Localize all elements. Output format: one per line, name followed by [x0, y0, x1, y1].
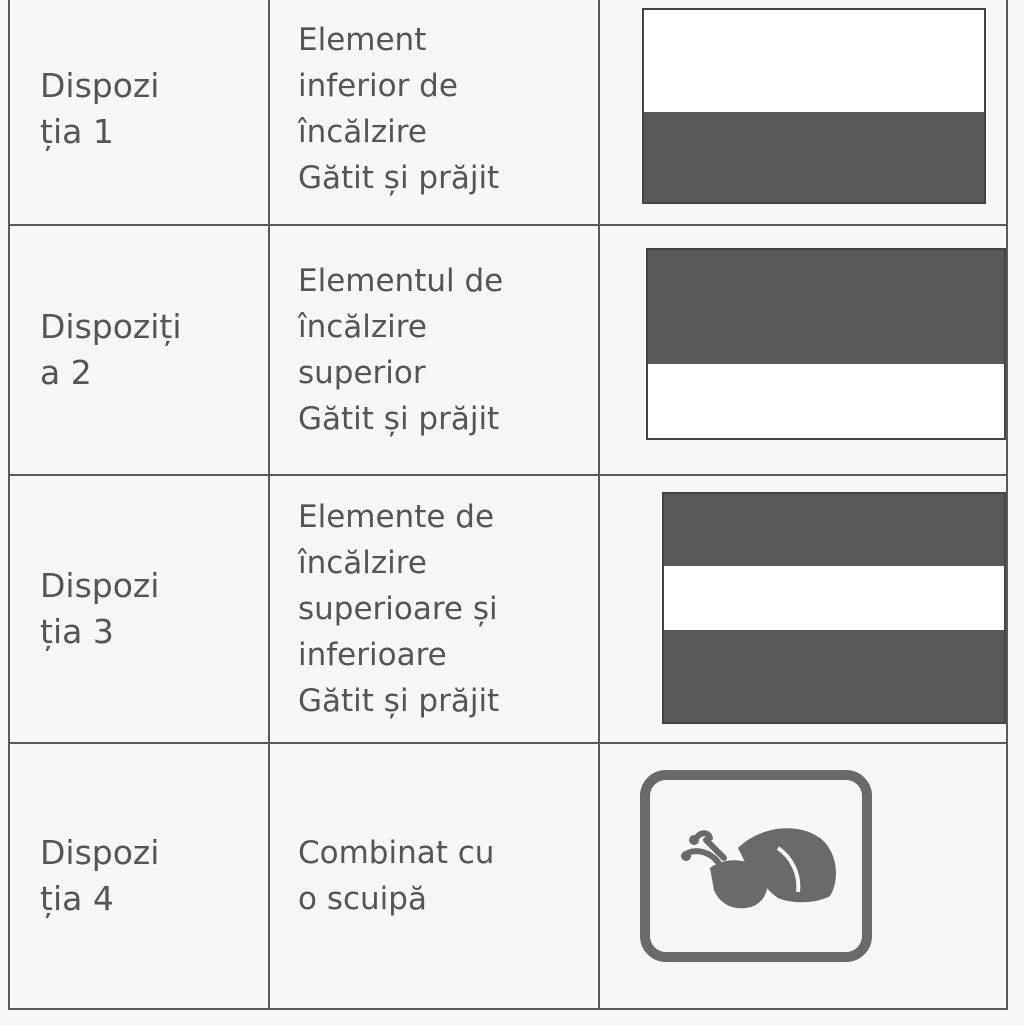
description-cell [269, 743, 599, 1009]
description-line: Element [298, 22, 427, 58]
mode-cell [9, 0, 269, 225]
mode-cell [9, 475, 269, 743]
icon-cell [599, 743, 1007, 1009]
rotisserie-chicken-icon [640, 770, 872, 962]
description-line: încălzire [298, 309, 427, 345]
icon-cell [599, 0, 1007, 225]
heating-band-top [664, 494, 1004, 566]
chicken-drawing [680, 818, 840, 918]
icon-cell [599, 475, 1007, 743]
mode-label-line: a 2 [40, 353, 92, 392]
heating-band-bottom [664, 630, 1004, 722]
mode-cell [9, 225, 269, 475]
description-cell [269, 0, 599, 225]
mode-label-line: ția 4 [40, 879, 114, 918]
description-line: superior [298, 355, 426, 391]
table-row [9, 475, 1007, 743]
heating-band [644, 112, 984, 202]
mode-cell [9, 743, 269, 1009]
description-line: Elemente de [298, 499, 495, 535]
table-row [9, 743, 1007, 1009]
heating-band [648, 250, 1004, 364]
description-line: inferior de [298, 68, 458, 104]
description-line: superioare și [298, 591, 498, 627]
bottom-heating-element-icon [642, 8, 986, 204]
mode-label-line: Dispoziți [40, 307, 182, 346]
description-line: Gătit și prăjit [298, 401, 500, 437]
heating-modes-table [8, 0, 1008, 1010]
top-heating-element-icon [646, 248, 1006, 440]
icon-cell [599, 225, 1007, 475]
table-row [9, 0, 1007, 225]
top-and-bottom-heating-elements-icon [662, 492, 1006, 724]
description-line: încălzire [298, 114, 427, 150]
table-row [9, 225, 1007, 475]
mode-label-line: Dispozi [40, 566, 160, 605]
mode-label-line: ția 3 [40, 612, 114, 651]
description-line: Gătit și prăjit [298, 683, 500, 719]
description-line: inferioare [298, 637, 447, 673]
description-line: Gătit și prăjit [298, 160, 500, 196]
description-cell [269, 225, 599, 475]
description-line: încălzire [298, 545, 427, 581]
description-line: o scuipă [298, 881, 427, 917]
description-line: Elementul de [298, 263, 504, 299]
mode-label-line: ția 1 [40, 112, 114, 151]
description-cell [269, 475, 599, 743]
mode-label-line: Dispozi [40, 66, 160, 105]
description-line: Combinat cu [298, 835, 495, 871]
mode-label-line: Dispozi [40, 833, 160, 872]
